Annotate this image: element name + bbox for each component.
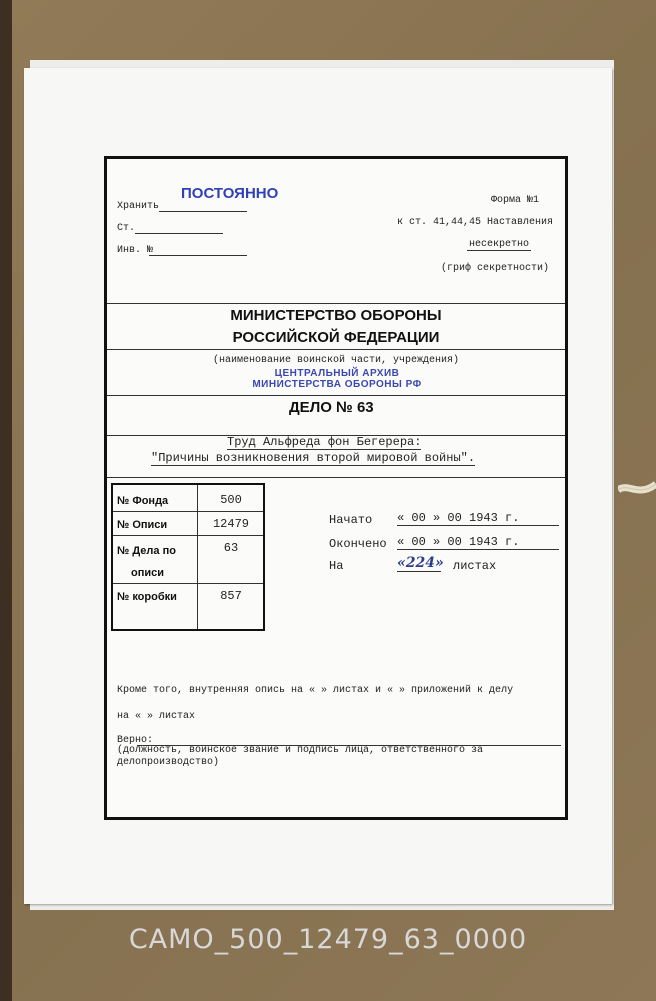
divider-3 [107,395,565,396]
divider-1 [107,303,565,304]
archive-stamp [247,368,427,390]
delo-po-label: № Дела по [117,545,176,557]
table-row-line-1 [113,511,263,512]
sign-caption-1: (должность, воинское звание и подпись лица, ответственного за [117,745,484,756]
delo-number: 63 [356,399,374,416]
folder-spine [0,0,12,1001]
table-row-line-2 [113,535,263,536]
archive-stamp-line-2: МИНИСТЕРСТВА ОБОРОНЫ РФ [252,379,422,390]
sign-caption-2: делопроизводство) [117,757,220,768]
start-label: Начато [329,513,373,527]
ministry-caption: (наименование воинской части, учреждения) [212,355,460,366]
inv-label: Инв. № [117,245,154,256]
st-label: Ст. [117,223,136,234]
secrecy-value: несекретно [469,239,530,250]
fond-table [111,483,265,631]
ministry-line-2: РОССИЙСКОЙ ФЕДЕРАЦИИ [232,329,440,346]
khranit-label: Хранить [117,201,160,212]
forma-label: Форма №1 [491,195,540,206]
end-label: Окончено [329,537,387,551]
sheets-value: «224» [397,555,444,571]
end-value: « 00 » 00 1943 г. [397,535,559,550]
fond-label: № Фонда [117,495,169,507]
divider-5 [107,477,565,478]
sheets-suffix: листах [453,559,497,573]
delo-title-line-1: Труд Альфреда фон Бегерера: [227,435,422,449]
delo-heading [289,399,374,416]
secrecy-caption: (гриф секретности) [441,263,550,274]
ministry-line-1: МИНИСТЕРСТВО ОБОРОНЫ [230,307,442,324]
postoyanno-stamp: ПОСТОЯННО [181,185,279,202]
delo-label: ДЕЛО № [289,399,353,416]
table-row-line-3 [113,583,263,584]
k-st-label: к ст. 41,44,45 Наставления [397,217,554,228]
archive-form [104,156,568,820]
inv-underline [149,243,247,256]
fond-value: 500 [220,493,242,507]
verno-label: Верно: [117,735,154,746]
delo-title-line-2: "Причины возникновения второй мировой войны". [151,451,476,465]
delo-table-value: 63 [223,541,239,555]
korobka-label: № коробки [117,591,177,603]
delo-opis-label: описи [131,567,165,579]
opis-label: № Описи [117,519,168,531]
st-underline [135,221,223,234]
start-value: « 00 » 00 1943 г. [397,511,559,526]
string-tie-icon [618,478,656,502]
korobka-value: 857 [220,589,242,603]
divider-2 [107,349,565,350]
opis-value: 12479 [212,517,249,531]
footer-line-2: на « » листах [117,711,196,722]
footer-line-1: Кроме того, внутренняя опись на « » листах и « » приложений к делу [117,685,514,696]
sheets-label: На [329,559,344,573]
table-column-divider [197,485,198,629]
file-label: CAMO_500_12479_63_0000 [128,924,528,955]
archive-stamp-line-1: ЦЕНТРАЛЬНЫЙ АРХИВ [274,368,400,379]
